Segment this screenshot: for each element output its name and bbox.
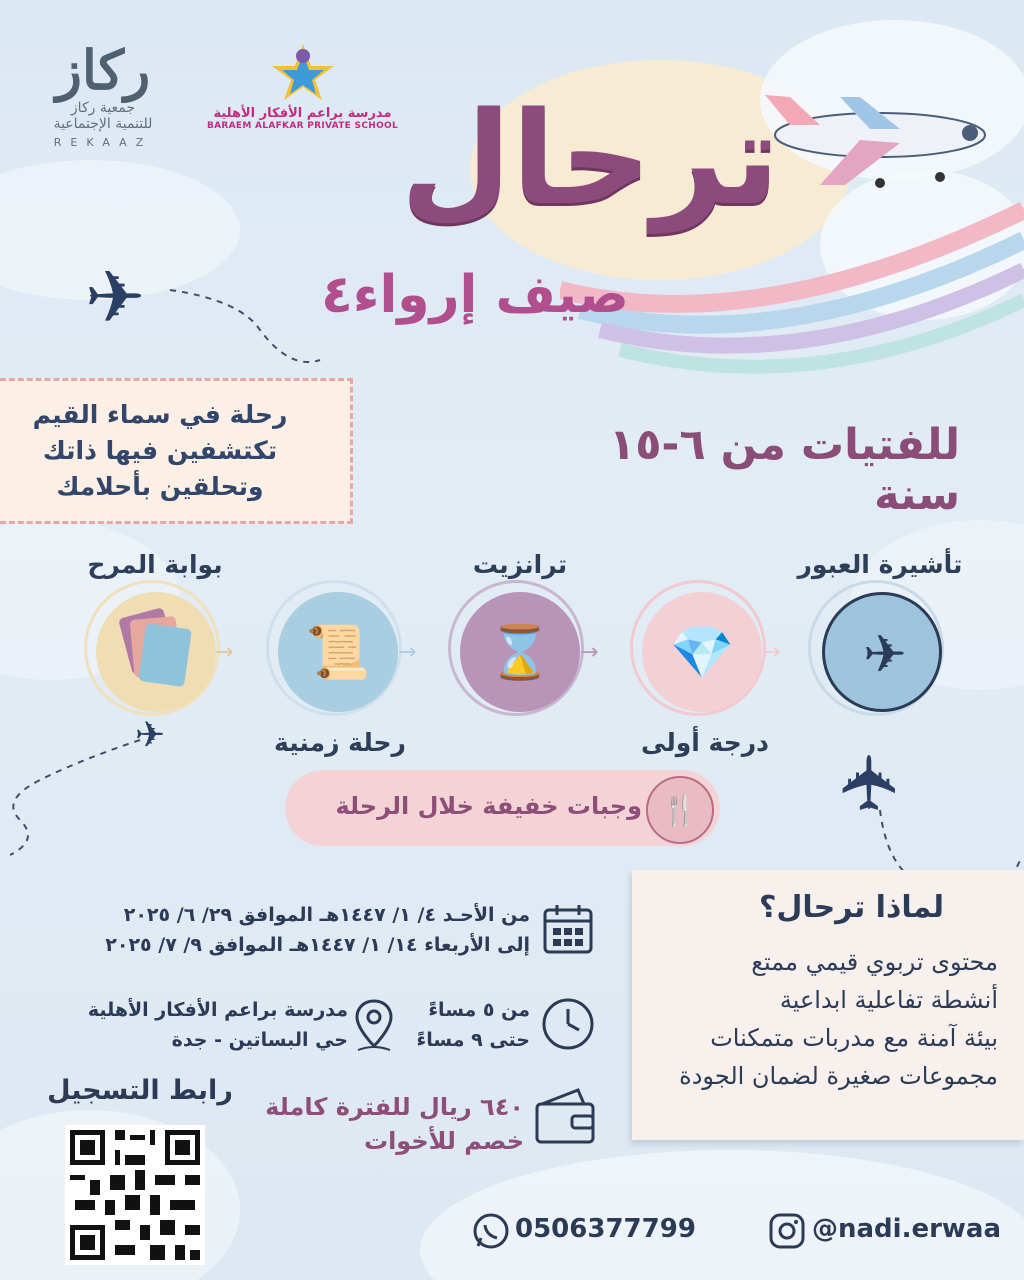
airplane-icon: ✈ <box>135 715 166 756</box>
tagline-box <box>0 378 353 524</box>
age-range: للفتيات من ٦-١٥ سنة <box>609 420 960 520</box>
station-label: ترانزيت <box>472 550 568 579</box>
rekaaz-logo-latin: REKAAZ <box>53 136 153 149</box>
registration-qr-code[interactable] <box>65 1125 205 1265</box>
price-line: خصم للأخوات <box>363 1127 524 1155</box>
tagline-line: وتحلقين بأحلامك <box>56 472 264 501</box>
station-label: بوابة المرح <box>87 550 223 579</box>
wallet-icon <box>534 1086 598 1146</box>
location-line: حي البساتين - جدة <box>171 1029 348 1051</box>
school-logo <box>200 40 405 150</box>
airplane-icon: ✈ <box>85 255 146 339</box>
meals-text: وجبات خفيفة خلال الرحلة <box>335 792 642 820</box>
tagline-line: رحلة في سماء القيم <box>32 400 288 429</box>
arrow-icon: → <box>398 640 417 665</box>
register-title: رابط التسجيل <box>47 1075 233 1106</box>
scroll-quill-icon: 📜 <box>305 622 371 683</box>
phone-number[interactable]: 0506377799 <box>515 1214 696 1244</box>
time-line: من ٥ مساءً <box>428 999 530 1021</box>
school-star-icon <box>268 40 338 102</box>
why-item: بيئة آمنة مع مدربات متمكنات <box>710 1024 998 1052</box>
rekaaz-logo-line: جمعية ركاز <box>70 100 136 116</box>
station-label: تأشيرة العبور <box>797 550 963 579</box>
why-item: أنشطة تفاعلية ابداعية <box>779 986 998 1014</box>
program-location <box>58 995 348 1055</box>
rekaaz-logo <box>22 40 184 156</box>
program-dates <box>90 900 530 960</box>
airplane-icon: ✈ <box>825 750 915 815</box>
meals-banner <box>285 770 720 846</box>
station-transit <box>460 592 580 712</box>
dashed-path <box>0 720 170 860</box>
station-first-class <box>642 592 762 712</box>
diamond-plane-icon: 💎 <box>669 622 735 683</box>
whatsapp-icon <box>472 1212 510 1250</box>
program-time <box>390 995 530 1055</box>
date-line: من الأحـد ٤/ ١/ ١٤٤٧هـ الموافق ٢٩/ ٦/ ٢٠٢٥ <box>123 904 530 926</box>
arrow-icon: → <box>580 640 599 665</box>
school-name-arabic: مدرسة براعم الأفكار الأهلية <box>213 106 392 121</box>
instagram-icon <box>768 1212 806 1250</box>
station-visa <box>822 592 942 712</box>
arrow-icon: → <box>215 640 234 665</box>
station-label: رحلة زمنية <box>274 728 406 757</box>
why-item: مجموعات صغيرة لضمان الجودة <box>679 1062 998 1090</box>
station-time-travel <box>278 592 398 712</box>
tagline <box>0 397 320 505</box>
dashed-path <box>0 280 330 390</box>
date-line: إلى الأربعاء ١٤/ ١/ ١٤٤٧هـ الموافق ٩/ ٧/ ٢٠٢٥ <box>105 934 530 956</box>
airplane-illustration <box>760 85 1010 195</box>
cards-icon <box>118 608 198 694</box>
page-title: ترحال <box>400 85 780 234</box>
price-line: ٦٤٠ ريال للفترة كاملة <box>265 1093 524 1121</box>
school-name-english: BARAEM ALAFKAR PRIVATE SCHOOL <box>206 121 399 131</box>
fork-knife-icon: 🍴 <box>646 776 714 844</box>
station-fun-gate <box>96 592 216 712</box>
calendar-icon <box>542 903 594 955</box>
time-line: حتى ٩ مساءً <box>416 1029 530 1051</box>
clock-icon <box>540 996 596 1052</box>
tagline-line: تكتشفين فيها ذاتك <box>42 436 278 465</box>
plane-stamp-icon: ✈ <box>863 625 907 685</box>
hourglass-icon: ⌛ <box>487 622 553 683</box>
rekaaz-logo-mark: ركاز <box>55 38 151 102</box>
rekaaz-logo-line: للتنمية الإجتماعية <box>53 116 153 132</box>
why-title: لماذا ترحال؟ <box>758 890 944 925</box>
station-label: درجة أولى <box>641 728 769 757</box>
page-subtitle: صيف إرواء٤ <box>321 265 629 325</box>
why-item: محتوى تربوي قيمي ممتع <box>751 948 998 976</box>
location-line: مدرسة براعم الأفكار الأهلية <box>87 999 348 1021</box>
program-price <box>264 1090 524 1158</box>
instagram-handle[interactable]: @nadi.erwaa <box>812 1214 1002 1244</box>
location-pin-icon <box>354 998 394 1054</box>
why-card <box>632 870 1024 1140</box>
arrow-icon: → <box>762 640 781 665</box>
